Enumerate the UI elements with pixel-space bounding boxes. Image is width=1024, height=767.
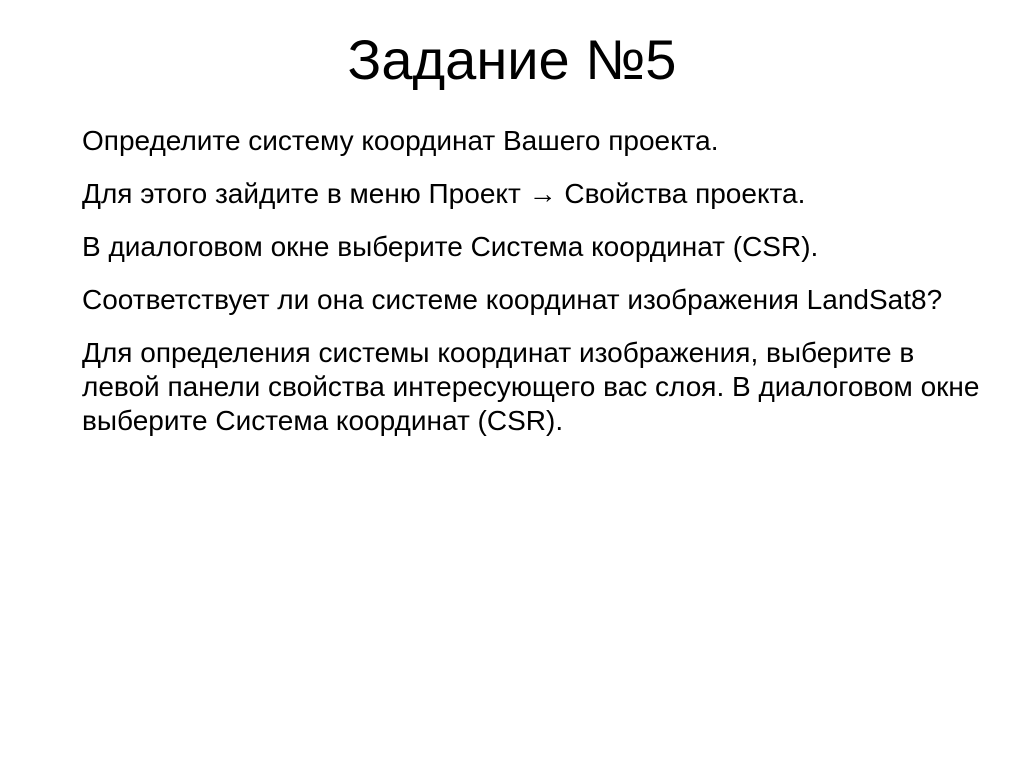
paragraph-2: Для этого зайдите в меню Проект → Свойства проекта. bbox=[82, 178, 806, 209]
slide-body bbox=[82, 124, 992, 457]
paragraph-3: В диалоговом окне выберите Система координат (CSR). bbox=[82, 231, 819, 262]
paragraph-1: Определите систему координат Вашего проекта. bbox=[82, 125, 719, 156]
paragraph-4: Соответствует ли она системе координат изображения LandSat8? bbox=[82, 284, 943, 315]
slide-title: Задание №5 bbox=[347, 28, 677, 91]
paragraph-5: Для определения системы координат изображения, выберите в левой панели свойства интересующего вас слоя. В диалоговом окне выберите Система координат (CSR). bbox=[82, 337, 980, 436]
